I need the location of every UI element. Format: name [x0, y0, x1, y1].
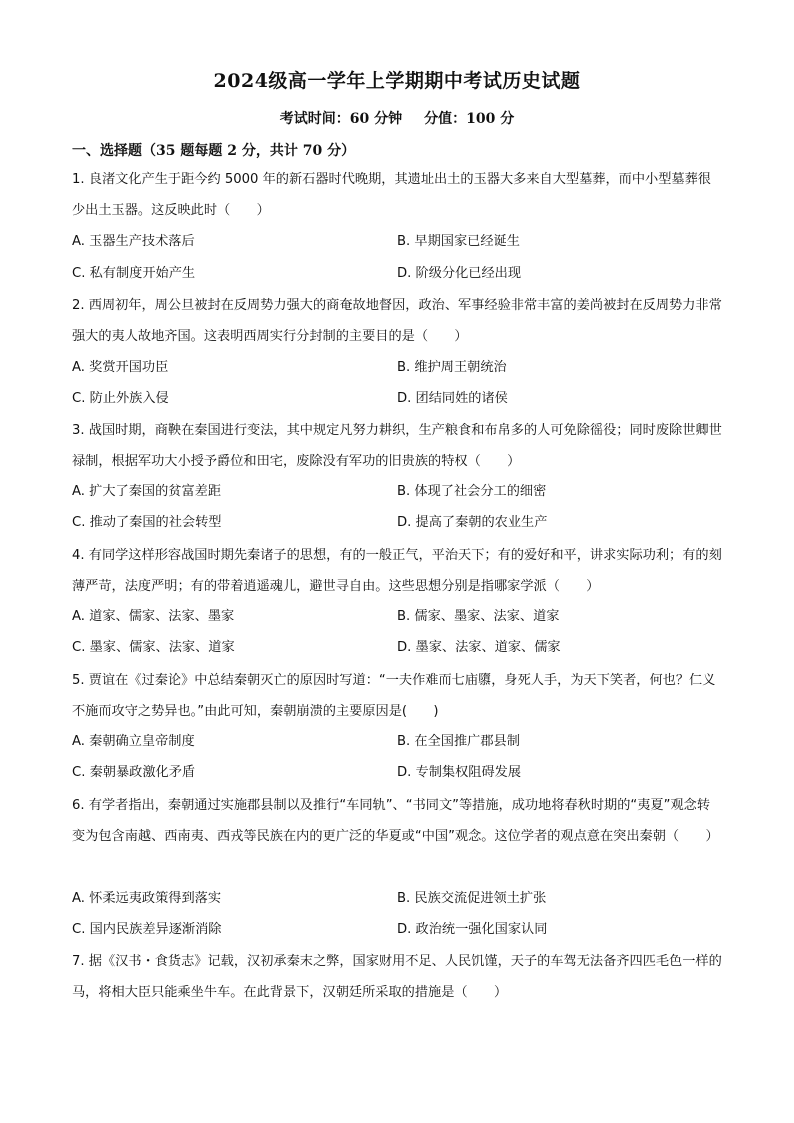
option-a: A. 玉器生产技术落后: [72, 234, 195, 249]
exam-info: [0, 108, 794, 128]
question-stem: 2. 西周初年，周公旦被封在反周势力强大的商奄故地督因，政治、军事经验非常丰富的姜尚被封在反周势力非常强大的夷人故地齐国。这表明西周实行分封制的主要目的是（ ）: [72, 298, 722, 344]
option-b: B. 早期国家已经诞生: [397, 234, 520, 249]
option-a: A. 秦朝确立皇帝制度: [72, 734, 195, 749]
option-d: D. 团结同姓的诸侯: [397, 391, 508, 406]
option-c: C. 私有制度开始产生: [72, 266, 196, 281]
question-stem: 4. 有同学这样形容战国时期先秦诸子的思想，有的一般正气，平治天下；有的爱好和平，讲求实际功利；有的刻薄严苛，法度严明；有的带着逍遥魂儿，避世寻自由。这些思想分别是指哪家学派（ ）: [72, 548, 722, 594]
question-stem: 1. 良渚文化产生于距今约 5000 年的新石器时代晚期，其遗址出土的玉器大多来自大型墓葬，而中小型墓葬很少出土玉器。这反映此时（ ）: [72, 172, 711, 218]
exam-time: 考试时间：60 分钟: [279, 111, 403, 127]
option-d: D. 阶级分化已经出现: [397, 266, 522, 281]
exam-score: 分值：100 分: [424, 111, 515, 127]
question-stem: 7. 据《汉书・食货志》记载，汉初承秦末之弊，国家财用不足、人民饥馑，天子的车驾无法备齐四匹毛色一样的马，将相大臣只能乘坐牛车。在此背景下，汉朝廷所采取的措施是（ ）: [72, 954, 722, 1000]
option-d: D. 专制集权阻碍发展: [397, 765, 522, 780]
question-stem: 3. 战国时期，商鞅在秦国进行变法，其中规定凡努力耕织，生产粮食和布帛多的人可免除徭役；同时废除世卿世禄制，根据军功大小授予爵位和田宅，废除没有军功的旧贵族的特权（ ）: [72, 423, 722, 469]
option-c: C. 推动了秦国的社会转型: [72, 515, 222, 530]
option-b: B. 维护周王朝统治: [397, 360, 507, 375]
option-a: A. 怀柔远夷政策得到落实: [72, 891, 222, 906]
exam-title: 2024级高一学年上学期期中考试历史试题: [213, 70, 581, 92]
option-b: B. 儒家、墨家、法家、道家: [397, 609, 560, 624]
option-d: D. 政治统一强化国家认同: [397, 922, 548, 937]
option-b: B. 体现了社会分工的细密: [397, 484, 547, 499]
section-heading: 一、选择题（35 题每题 2 分，共计 70 分）: [72, 143, 356, 159]
option-d: D. 提高了秦朝的农业生产: [397, 515, 548, 530]
option-c: C. 防止外族入侵: [72, 391, 169, 406]
option-c: C. 墨家、儒家、法家、道家: [72, 640, 235, 655]
option-c: C. 秦朝暴政激化矛盾: [72, 765, 196, 780]
option-a: A. 奖赏开国功臣: [72, 360, 169, 375]
option-b: B. 在全国推广郡县制: [397, 734, 520, 749]
question-stem: 5. 贾谊在《过秦论》中总结秦朝灭亡的原因时写道：“一夫作难而七庙隳，身死人手，为天下笑者，何也？仁义不施而攻守之势异也。”由此可知，秦朝崩溃的主要原因是( ): [72, 673, 716, 719]
option-d: D. 墨家、法家、道家、儒家: [397, 640, 561, 655]
option-a: A. 道家、儒家、法家、墨家: [72, 609, 235, 624]
option-a: A. 扩大了秦国的贫富差距: [72, 484, 222, 499]
option-b: B. 民族交流促进领土扩张: [397, 891, 547, 906]
option-c: C. 国内民族差异逐渐消除: [72, 922, 222, 937]
question-stem: 6. 有学者指出，秦朝通过实施郡县制以及推行“车同轨”、“书同文”等措施，成功地将春秋时期的“夷夏”观念转变为包含南越、西南夷、西戎等民族在内的更广泛的华夏或“中国”观念。这位学者的观点意在突出秦朝（ ）: [72, 798, 719, 844]
